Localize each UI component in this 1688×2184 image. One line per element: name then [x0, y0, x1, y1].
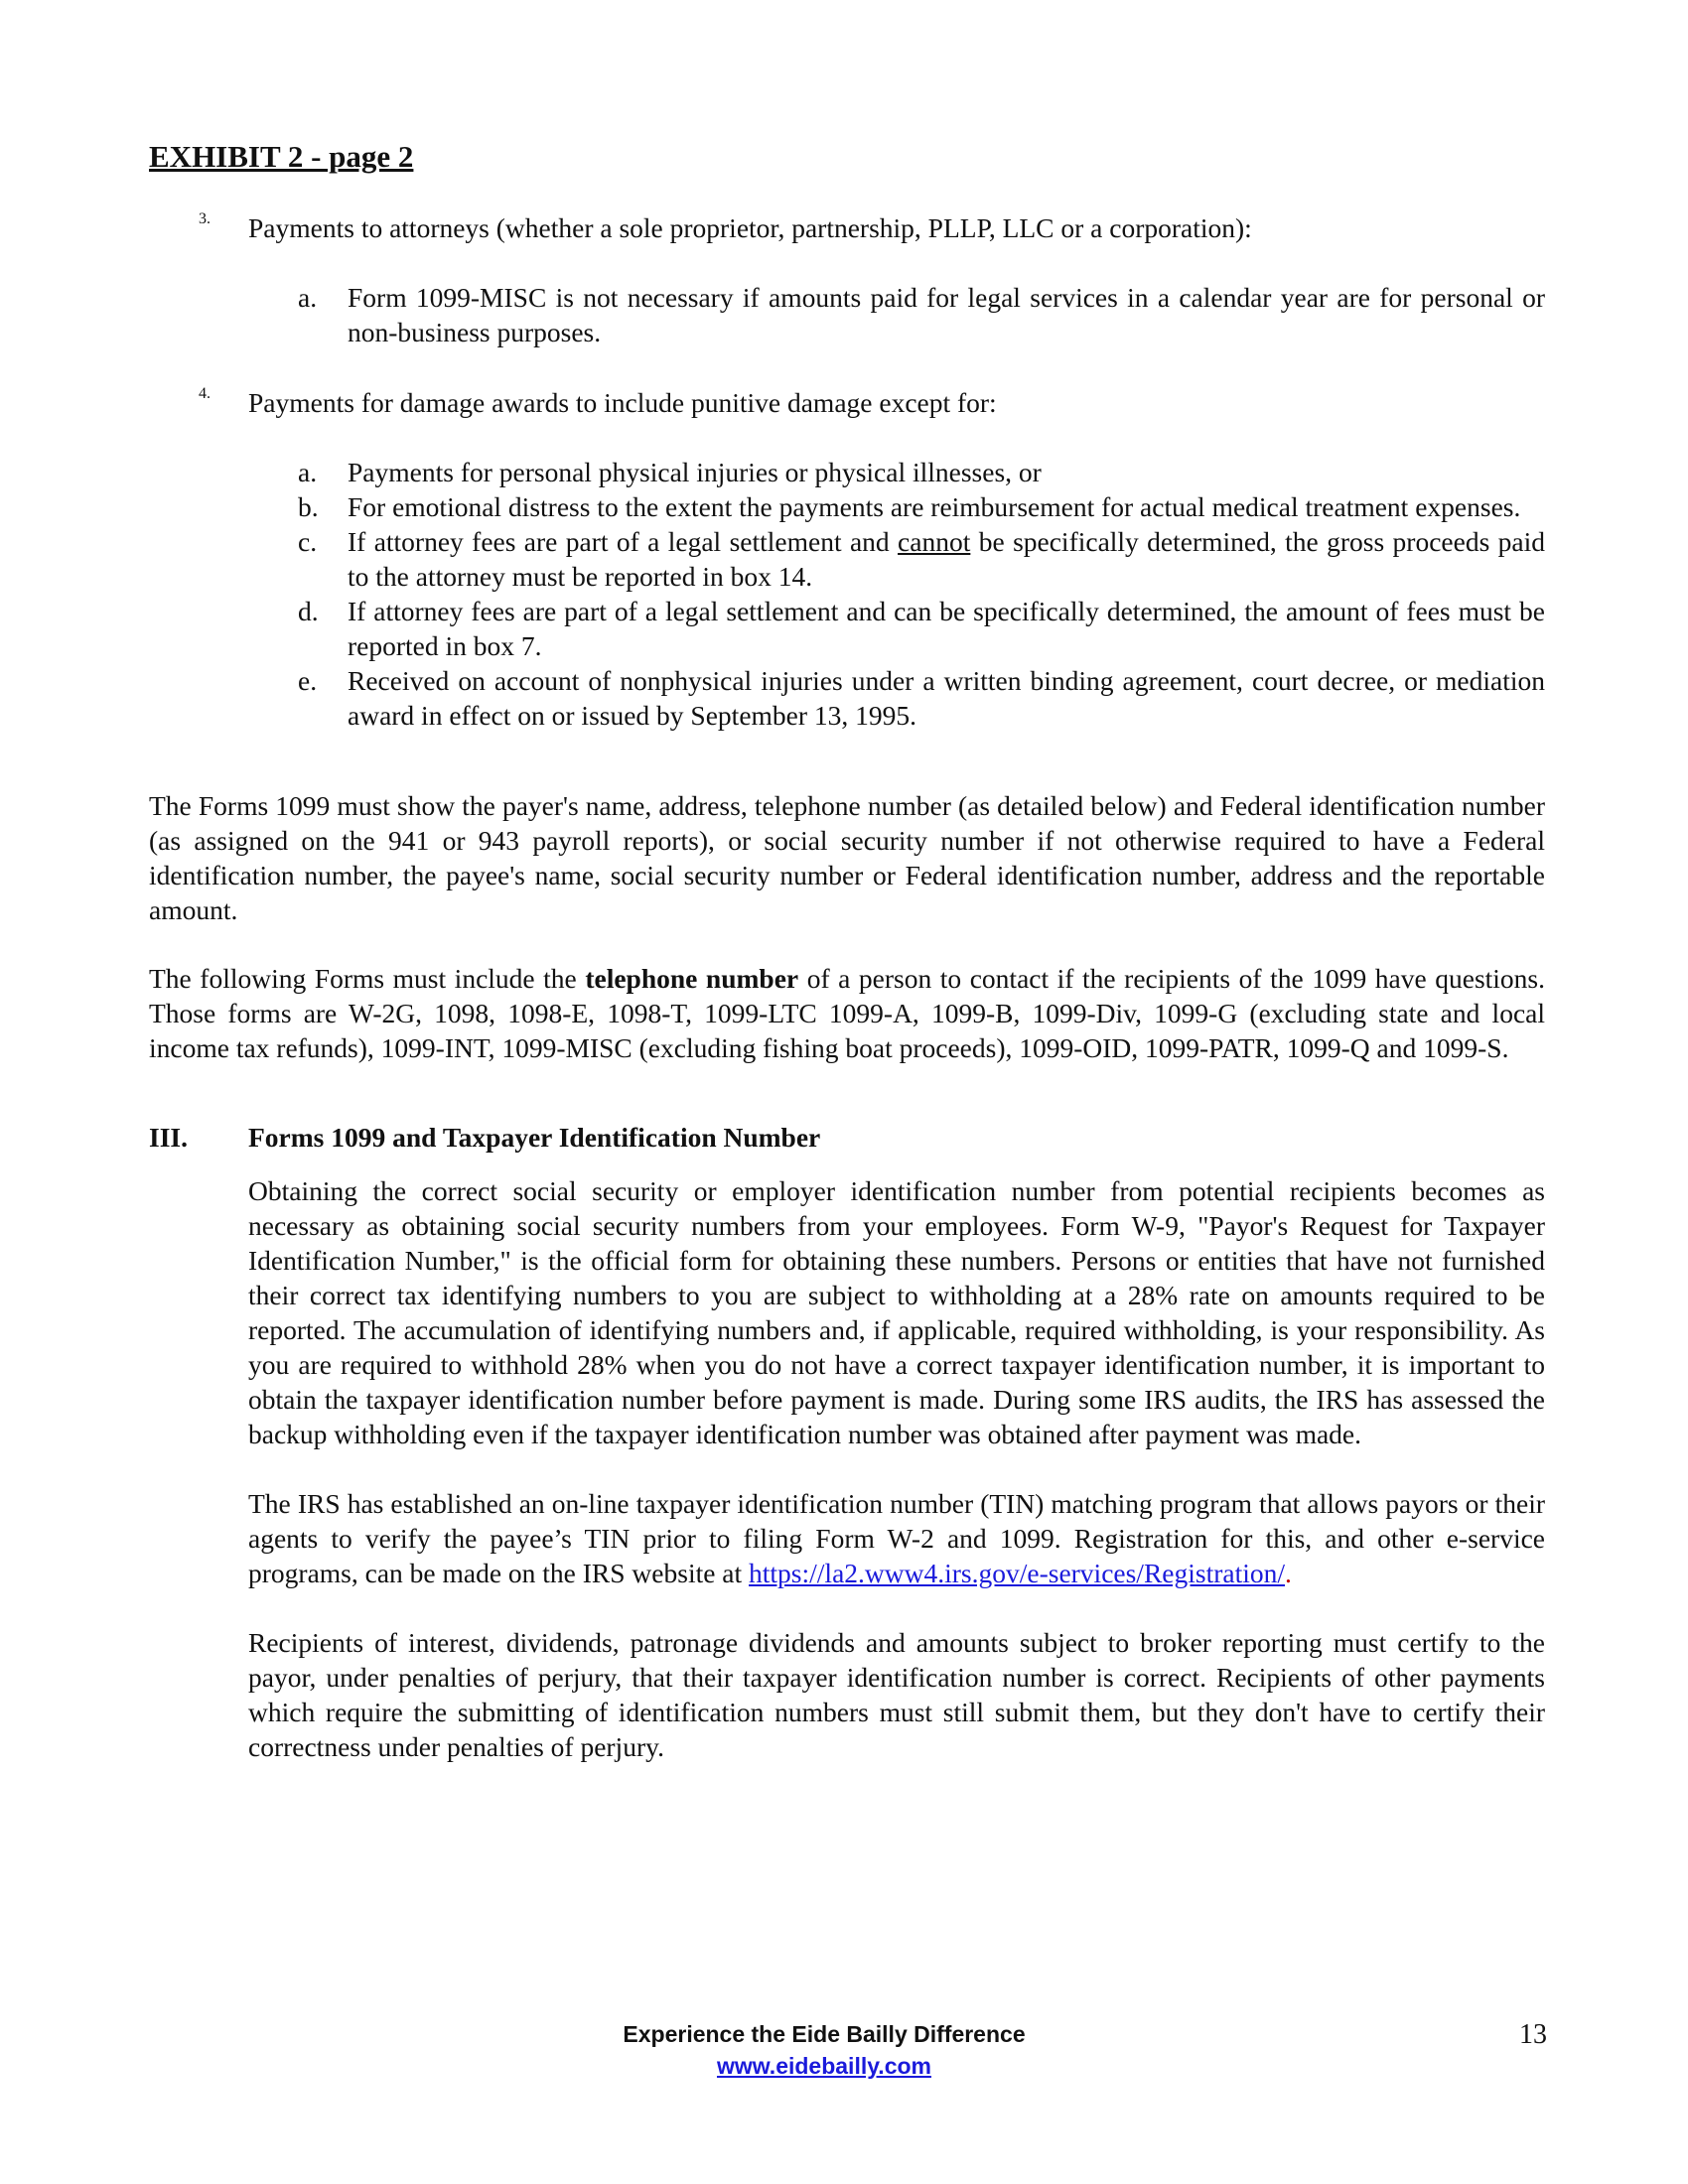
section-paragraph-1: Obtaining the correct social security or employer identification number from potential recipients becomes as necessary as obtaining social security numbers from your employees. Form W-9, "Payor's Request for Taxpayer Identification Number," is the official form for obtaining these numbers. Persons or entities that have not furnished their correct tax identifying numbers to you are subject to withholding at a 28% rate on amounts required to be reported. The accumulation of identifying numbers and, if applicable, required withholding, is your responsibility. As you are required to withhold 28% when you do not have a correct taxpayer identification number, it is important to obtain the taxpayer identification number before payment is made. During some IRS audits, the IRS has assessed the backup withholding even if the taxpayer identification number was obtained after payment was made. [248, 1175, 1545, 1449]
underlined-word: cannot [898, 526, 971, 557]
sub-item-text: For emotional distress to the extent the payments are reimbursement for actual medical treatment expenses. [348, 491, 1521, 522]
sub-item-marker: c. [298, 526, 318, 557]
section-title: Forms 1099 and Taxpayer Identification Number [248, 1122, 821, 1153]
telephone-paragraph [149, 961, 1545, 1065]
irs-registration-link[interactable]: https://la2.www4.irs.gov/e-services/Registration/ [749, 1558, 1286, 1588]
sub-item-text: Payments for personal physical injuries or physical illnesses, or [348, 457, 1042, 487]
list-item-text: Payments to attorneys (whether a sole proprietor, partnership, PLLP, LLC or a corporation): [248, 212, 1252, 243]
list-number: 3. [199, 210, 211, 227]
section-paragraph-3: Recipients of interest, dividends, patronage dividends and amounts subject to broker reporting must certify to the payor, under penalties of perjury, that their taxpayer identification number is correct. Recipients of other payments which require the submitting of identification numbers must still submit them, but they don't have to certify their correctness under penalties of perjury. [248, 1627, 1545, 1762]
bold-phrase: telephone number [585, 963, 799, 994]
section-body [248, 1173, 1545, 1764]
sub-item-text: If attorney fees are part of a legal settlement and can be specifically determined, the amount of fees must be reported in box 7. [348, 596, 1545, 661]
text-fragment: The following Forms must include the [149, 963, 586, 994]
list-item-3 [149, 210, 1545, 349]
sub-item-text: Form 1099-MISC is not necessary if amounts paid for legal services in a calendar year are for personal or non-business purposes. [348, 282, 1545, 347]
paragraph-text [149, 961, 1545, 1065]
paragraph-text: The Forms 1099 must show the payer's name, address, telephone number (as detailed below) and Federal identification number (as assigned on the 941 or 943 payroll reports), or social security number if not otherwise required to have a Federal identification number, the payee's name, social security number or Federal identification number, address and the reportable amount. [149, 790, 1545, 925]
text-fragment: If attorney fees are part of a legal settlement and [348, 526, 899, 557]
list-item-text: Payments for damage awards to include punitive damage except for: [248, 387, 997, 418]
page-number: 13 [1519, 2019, 1547, 2050]
section-number: III. [149, 1122, 188, 1153]
text-fragment: be specifically determined, the gross proceeds paid to the attorney must be reported in box 14. [348, 526, 1545, 592]
text-fragment: The IRS has established an on-line taxpayer identification number (TIN) matching program that allows payors or their agents to verify the payee’s TIN prior to filing Form W-2 and 1099. Registration for this, and other e-service programs, can be made on the IRS website at [248, 1488, 1545, 1588]
sub-item-text: Received on account of nonphysical injuries under a written binding agreement, court decree, or mediation award in effect on or issued by September 13, 1995. [348, 665, 1545, 731]
forms-paragraph [149, 788, 1545, 927]
sub-item-marker: d. [298, 596, 319, 626]
list-item-4 [149, 385, 1545, 733]
sub-item-marker: a. [298, 457, 318, 487]
sub-item-marker: b. [298, 491, 319, 522]
footer-website-link[interactable]: www.eidebailly.com [716, 2053, 931, 2079]
list-number: 4. [199, 385, 211, 402]
section-heading [149, 1120, 1545, 1155]
text-fragment: of a person to contact if the recipients of the 1099 have questions. Those forms are W-2G, 1098, 1098-E, 1098-T, 1099-LTC 1099-A, 1099-B, 1099-Div, 1099-G (excluding state and local income tax refunds), 1099-INT, 1099-MISC (excluding fishing boat proceeds), 1099-OID, 1099-PATR, 1099-Q and 1099-S. [149, 963, 1546, 1063]
section-paragraph-2 [248, 1486, 1545, 1590]
sub-item-marker: e. [298, 665, 318, 696]
sub-item-marker: a. [298, 282, 318, 313]
footer-tagline: Experience the Eide Bailly Difference [623, 2021, 1026, 2047]
sub-item-text [348, 524, 1545, 594]
page-title: EXHIBIT 2 - page 2 [149, 139, 414, 174]
text-fragment: . [1285, 1558, 1292, 1588]
